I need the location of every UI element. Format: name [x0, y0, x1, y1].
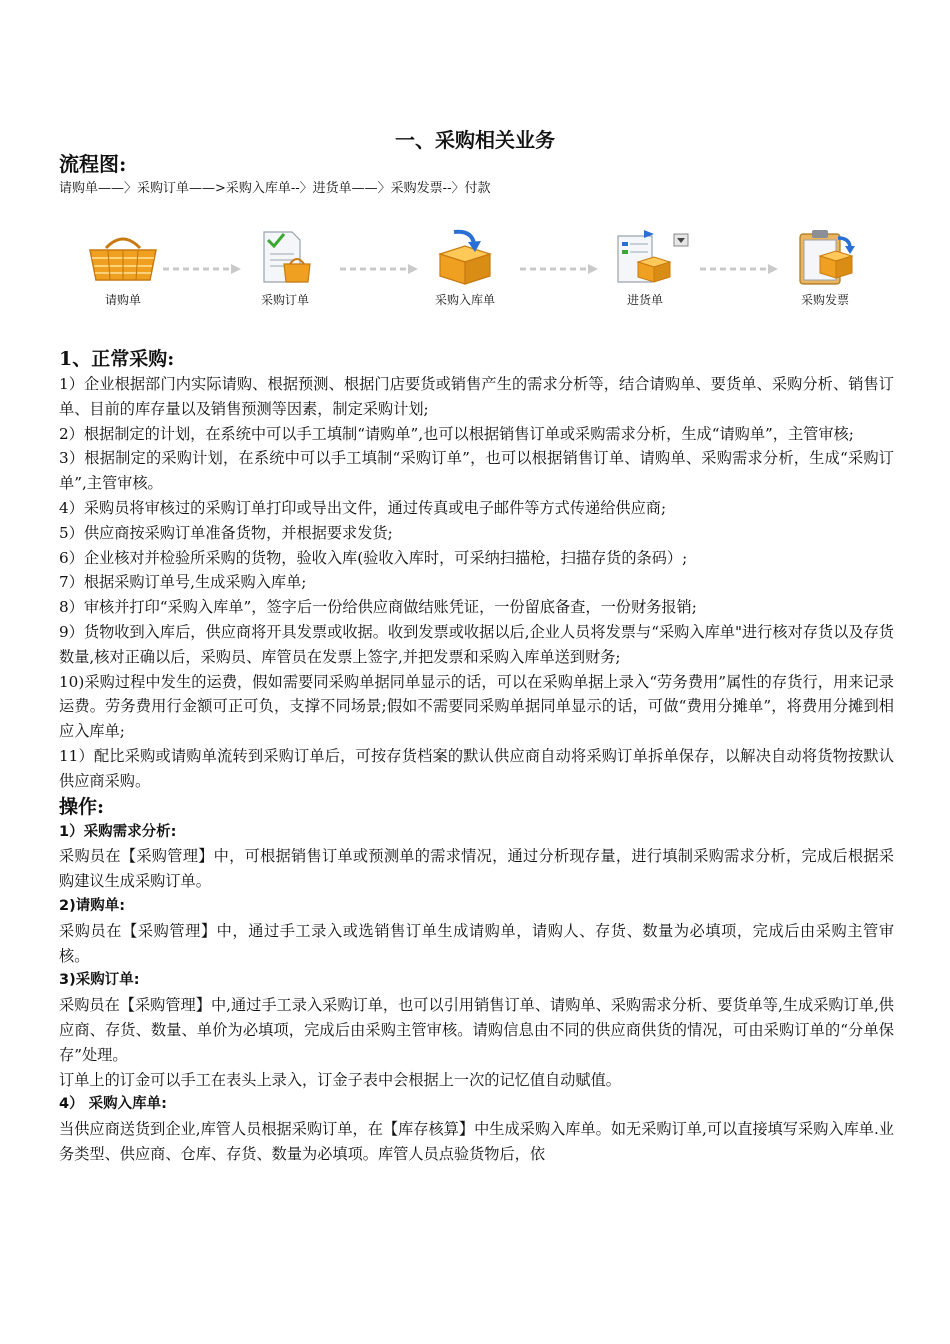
- flow-step-stock-in: [410, 226, 520, 308]
- basket-icon: [68, 226, 178, 288]
- list-item: 7）根据采购订单号,生成采购入库单;: [59, 573, 307, 592]
- flow-arrow-icon: [340, 264, 420, 274]
- paragraph: 订单上的订金可以手工在表头上录入，订金子表中会根据上一次的记忆值自动赋值。: [59, 1070, 621, 1089]
- document-body: [59, 346, 894, 1167]
- list-item: 4）采购员将审核过的采购订单打印或导出文件，通过传真或电子邮件等方式传递给供应商;: [59, 498, 667, 517]
- paragraph: 当供应商送货到企业,库管人员根据采购订单，在【库存核算】中生成采购入库单。如无采购订单,可以直接填写采购入库单.业务类型、供应商、仓库、存货、数量为必填项。库管人员点验货物后，依: [59, 1120, 894, 1163]
- order-document-icon: [230, 226, 340, 288]
- list-item: 8）审核并打印“采购入库单”，签字后一份给供应商做结账凭证，一份留底备查，一份财务报销;: [59, 598, 697, 617]
- invoice-clipboard-icon: [770, 226, 880, 288]
- flow-step-requisition: [68, 226, 178, 308]
- paragraph: 采购员在【采购管理】中，通过手工录入或选销售订单生成请购单，请购人、存货、数量为必填项，完成后由采购主管审核。: [59, 921, 894, 965]
- subsection-title: 4） 采购入库单:: [59, 1096, 167, 1113]
- paragraph: 采购员在【采购管理】中，可根据销售订单或预测单的需求情况，通过分析现存量，进行填制采购需求分析，完成后根据采购建议生成采购订单。: [59, 847, 894, 891]
- flow-step-label: 采购发票: [800, 293, 849, 307]
- operations-heading: 操作:: [59, 795, 105, 818]
- flow-arrow-icon: [520, 264, 600, 274]
- list-item: 2）根据制定的计划，在系统中可以手工填制“请购单”,也可以根据销售订单或采购需求分析，生成“请购单”，主管审核;: [59, 424, 854, 443]
- paragraph: 采购员在【采购管理】中,通过手工录入采购订单，也可以引用销售订单、请购单、采购需求分析、要货单等,生成采购订单,供应商、存货、数量、单价为必填项，完成后由采购主管审核。请购信息由不同的供应商供货的情况，可由采购订单的“分单保存”处理。: [59, 996, 894, 1064]
- flow-step-label: 请购单: [104, 293, 141, 307]
- list-item: 1）企业根据部门内实际请购、根据预测、根据门店要货或销售产生的需求分析等，结合请购单、要货单、采购分析、销售订单、目前的库存量以及销售预测等因素，制定采购计划;: [59, 375, 894, 418]
- list-item: 9）货物收到入库后，供应商将开具发票或收据。收到发票或收据以后,企业人员将发票与“采购入库单"进行核对存货以及存货数量,核对正确以后，采购员、库管员在发票上签字,并把发票和采购入库单送到财务;: [59, 622, 894, 666]
- flow-step-label: 采购订单: [260, 293, 309, 307]
- list-item: 11）配比采购或请购单流转到采购订单后，可按存货档案的默认供应商自动将采购订单拆单保存，以解决自动将货物按默认供应商采购。: [59, 746, 894, 790]
- flow-heading: 流程图:: [59, 152, 127, 176]
- subsection-title: 3)采购订单:: [59, 972, 140, 989]
- receiving-list-icon: [590, 226, 700, 288]
- subsection-title: 2)请购单:: [59, 897, 126, 914]
- list-item: 5）供应商按采购订单准备货物，并根据要求发货;: [59, 523, 393, 542]
- flow-step-label: 进货单: [626, 293, 663, 307]
- section-heading: 1、正常采购:: [59, 348, 175, 370]
- flow-step-invoice: [770, 226, 880, 308]
- flow-step-label: 采购入库单: [434, 293, 495, 307]
- flow-diagram: [68, 226, 878, 311]
- page-title: 一、采购相关业务: [395, 128, 555, 152]
- flow-step-purchase-order: [230, 226, 340, 308]
- flow-text: 请购单——〉采购订单——>采购入库单--〉进货单——〉采购发票--〉付款: [59, 181, 491, 196]
- warehouse-box-icon: [410, 226, 520, 288]
- list-item: 3）根据制定的采购计划，在系统中可以手工填制“采购订单”，也可以根据销售订单、请购单、采购需求分析，生成“采购订单”,主管审核。: [59, 449, 894, 493]
- subsection-title: 1）采购需求分析:: [59, 823, 177, 840]
- list-item: 6）企业核对并检验所采购的货物，验收入库(验收入库时，可采纳扫描枪，扫描存货的条码）;: [59, 548, 688, 567]
- flow-arrow-icon: [700, 264, 780, 274]
- list-item: 10)采购过程中发生的运费，假如需要同采购单据同单显示的话，可以在采购单据上录入“劳务费用”属性的存货行，用来记录运费。劳务费用行金额可正可负，支撑不同场景;假如不需要同采购单据同单显示的话，可做“费用分摊单”，将费用分摊到相应入库单;: [59, 672, 894, 741]
- flow-step-receiving: [590, 226, 700, 308]
